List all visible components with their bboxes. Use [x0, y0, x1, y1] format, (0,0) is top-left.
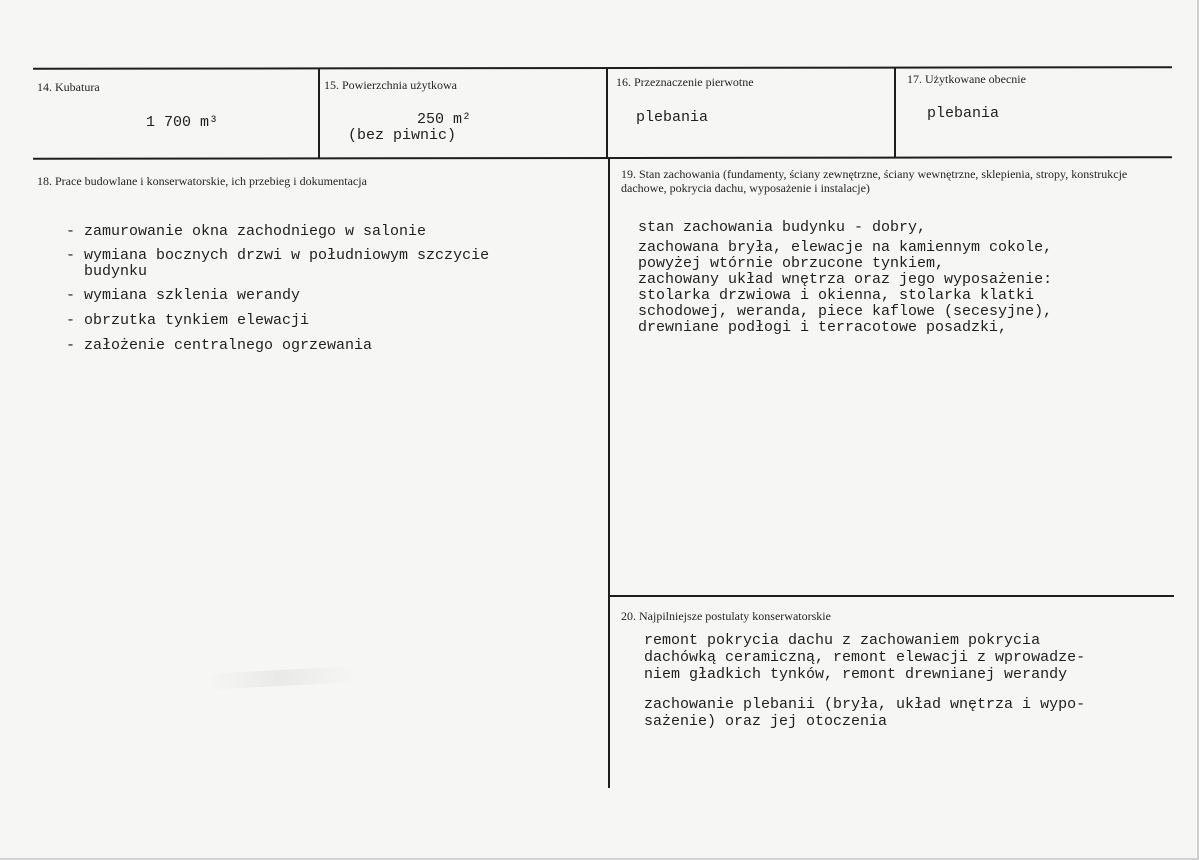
field-18-work-list	[66, 224, 489, 354]
field-19-line7: drewniane podłogi i terracotowe posadzki,	[638, 319, 1008, 336]
rule-v-14-15	[318, 68, 320, 159]
rule-middle	[33, 156, 1172, 160]
paper-smudge	[205, 666, 356, 690]
list-item: - wymiana szklenia werandy	[66, 287, 301, 304]
field-20-label: 20. Najpilniejsze postulaty konserwatorskie	[621, 609, 831, 623]
field-19-line1: stan zachowania budynku - dobry,	[638, 219, 927, 236]
field-20-para1-line2: dachówką ceramiczną, remont elewacji z wprowadze-	[644, 649, 1086, 666]
field-20-para2-line2: sażenie) oraz jej otoczenia	[644, 713, 888, 730]
field-17-label: 17. Użytkowane obecnie	[907, 72, 1026, 86]
field-14-label: 14. Kubatura	[37, 80, 100, 94]
list-item: - obrzutka tynkiem elewacji	[66, 312, 310, 329]
field-19-label: 19. Stan zachowania (fundamenty, ściany zewnętrzne, ściany wewnętrzne, sklepienia, stropy, konstrukcje dachowe, pokrycia dachu, wyposażenie i instalacje)	[621, 167, 1128, 195]
rule-v-16-17	[894, 67, 896, 158]
field-17-value: plebania	[927, 105, 1000, 122]
field-19-line5: stolarka drzwiowa i okienna, stolarka klatki	[638, 287, 1035, 304]
rule-section-20	[609, 595, 1174, 597]
field-18-label: 18. Prace budowlane i konserwatorskie, ich przebieg i dokumentacja	[37, 174, 367, 188]
field-15-value-line2: (bez piwnic)	[348, 127, 457, 144]
field-16-label: 16. Przeznaczenie pierwotne	[616, 75, 754, 89]
field-19-line4: zachowany układ wnętrza oraz jego wyposażenie:	[638, 271, 1053, 288]
field-20-para1-line1: remont pokrycia dachu z zachowaniem pokrycia	[644, 632, 1041, 649]
field-16-value: plebania	[636, 109, 709, 126]
field-20-para2-line1: zachowanie plebanii (bryła, układ wnętrza i wypo-	[644, 696, 1086, 713]
field-14-value: 1 700 m³	[146, 114, 219, 131]
list-item: - założenie centralnego ogrzewania	[66, 337, 373, 354]
list-item: - zamurowanie okna zachodniego w salonie	[66, 223, 427, 240]
field-20-para1-line3: niem gładkich tynków, remont drewnianej werandy	[644, 666, 1068, 683]
rule-v-15-16	[606, 68, 608, 159]
field-15-label: 15. Powierzchnia użytkowa	[324, 78, 457, 92]
field-19-line3: powyżej wtórnie obrzucone tynkiem,	[638, 255, 945, 272]
field-19-line2: zachowana bryła, elewacje na kamiennym cokole,	[638, 239, 1053, 256]
field-15-value-line1: 250 m²	[417, 111, 472, 128]
list-item: - wymiana bocznych drzwi w południowym szczycie budynku	[66, 247, 490, 280]
rule-v-18-19	[608, 158, 610, 788]
field-19-line6: schodowej, weranda, piece kaflowe (secesyjne),	[638, 303, 1053, 320]
rule-top	[33, 66, 1172, 70]
